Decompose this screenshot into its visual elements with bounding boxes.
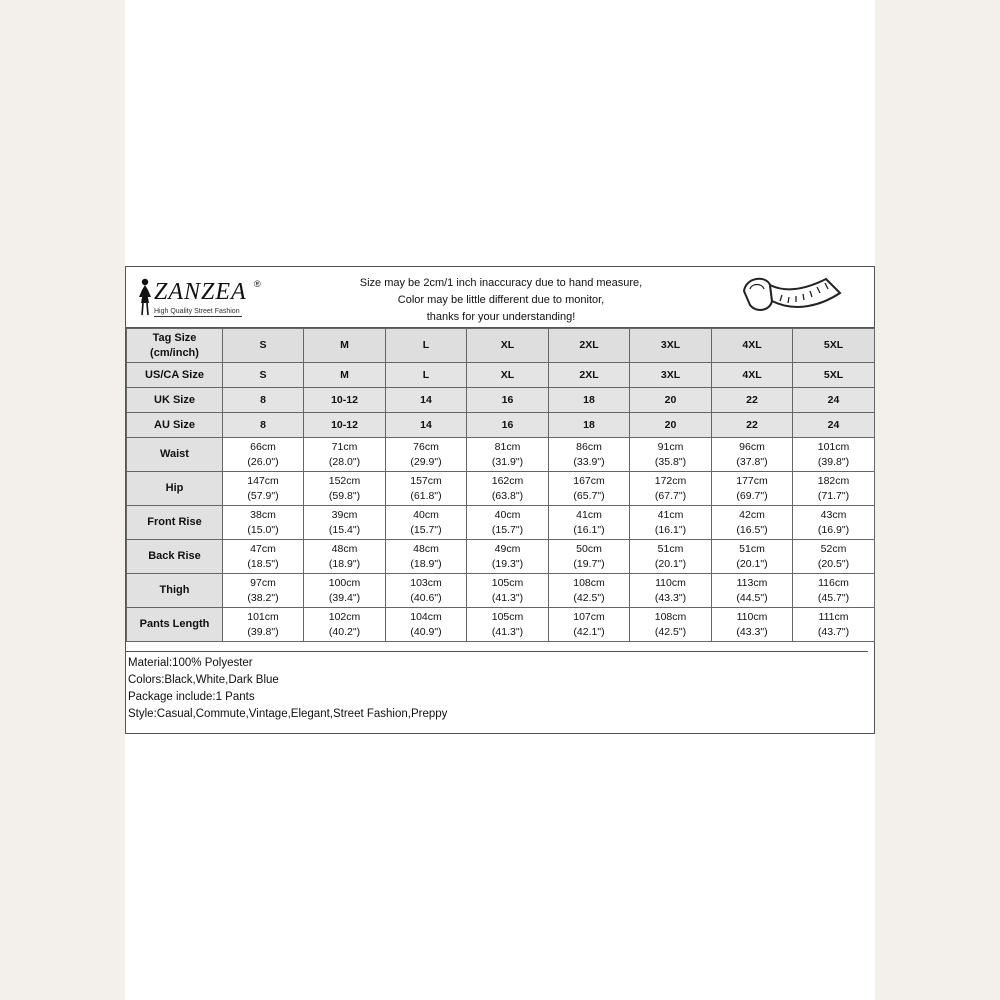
size-cell: 14 bbox=[386, 413, 467, 438]
tag-size-cell: 4XL bbox=[712, 329, 793, 363]
measurement-cell bbox=[467, 438, 549, 472]
value-inch: (43.3") bbox=[654, 591, 687, 604]
measurement-cell bbox=[630, 540, 712, 574]
value-inch: (28.0") bbox=[328, 455, 361, 468]
value-inch: (43.3") bbox=[736, 625, 768, 638]
size-table bbox=[126, 328, 875, 642]
value-cm: 107cm bbox=[573, 610, 605, 623]
value-inch: (15.4") bbox=[328, 523, 361, 536]
value-cm: 41cm bbox=[657, 508, 684, 521]
size-cell: 24 bbox=[793, 413, 875, 438]
value-inch: (31.9") bbox=[491, 455, 524, 468]
value-cm: 41cm bbox=[576, 508, 602, 521]
measurement-cell bbox=[630, 506, 712, 540]
measurement-cell bbox=[223, 472, 304, 506]
size-cell: 5XL bbox=[793, 363, 875, 388]
size-cell: 3XL bbox=[630, 363, 712, 388]
measurement-cell bbox=[304, 540, 386, 574]
value-cm: 113cm bbox=[736, 576, 768, 589]
value-inch: (42.5") bbox=[654, 625, 687, 638]
value-cm: 101cm bbox=[247, 610, 279, 623]
size-cell: 4XL bbox=[712, 363, 793, 388]
measurement-cell bbox=[223, 540, 304, 574]
value-inch: (57.9") bbox=[247, 489, 279, 502]
value-cm: 103cm bbox=[410, 576, 442, 589]
value-inch: (15.7") bbox=[410, 523, 442, 536]
tag-size-cell: L bbox=[386, 329, 467, 363]
size-cell: 8 bbox=[223, 388, 304, 413]
notice-line: Size may be 2cm/1 inch inaccuracy due to hand measure, bbox=[359, 277, 643, 289]
value-inch: (42.5") bbox=[573, 591, 605, 604]
value-inch: (40.9") bbox=[410, 625, 442, 638]
woman-silhouette-icon bbox=[134, 277, 156, 317]
measurement-cell bbox=[467, 608, 549, 642]
value-cm: 101cm bbox=[817, 440, 850, 453]
measurement-cell bbox=[793, 608, 875, 642]
value-cm: 81cm bbox=[494, 440, 521, 453]
size-cell: 2XL bbox=[549, 363, 630, 388]
value-cm: 50cm bbox=[576, 542, 602, 555]
size-cell: 10-12 bbox=[304, 388, 386, 413]
measurement-notice bbox=[296, 275, 706, 326]
value-inch: (39.8") bbox=[817, 455, 850, 468]
measurement-row bbox=[127, 540, 875, 574]
size-system-row bbox=[127, 388, 875, 413]
value-cm: 102cm bbox=[328, 610, 361, 623]
measurement-cell bbox=[793, 574, 875, 608]
measurement-cell bbox=[223, 608, 304, 642]
value-inch: (69.7") bbox=[736, 489, 768, 502]
value-cm: 47cm bbox=[250, 542, 276, 555]
notice-line: Color may be little different due to monitor, bbox=[397, 294, 605, 306]
value-cm: 40cm bbox=[494, 508, 521, 521]
value-inch: (65.7") bbox=[573, 489, 605, 502]
product-specs bbox=[126, 651, 868, 723]
measurement-cell bbox=[630, 472, 712, 506]
measurement-cell bbox=[793, 540, 875, 574]
chart-header bbox=[126, 267, 874, 328]
value-cm: 116cm bbox=[818, 576, 849, 589]
measurement-cell bbox=[712, 574, 793, 608]
value-inch: (19.7") bbox=[573, 557, 605, 570]
measurement-cell bbox=[467, 540, 549, 574]
measurement-cell bbox=[712, 506, 793, 540]
value-cm: 105cm bbox=[491, 610, 524, 623]
row-label: Hip bbox=[127, 472, 223, 506]
tag-size-cell: M bbox=[304, 329, 386, 363]
size-cell: 10-12 bbox=[304, 413, 386, 438]
measurement-cell bbox=[630, 608, 712, 642]
row-label: Tag Size (cm/inch) bbox=[127, 329, 223, 363]
tag-size-cell: 2XL bbox=[549, 329, 630, 363]
value-inch: (39.8") bbox=[247, 625, 279, 638]
value-inch: (38.2") bbox=[247, 591, 279, 604]
size-cell: 20 bbox=[630, 388, 712, 413]
measurement-cell bbox=[467, 506, 549, 540]
value-inch: (41.3") bbox=[491, 625, 524, 638]
brand-name: ZANZEA bbox=[154, 279, 247, 305]
value-cm: 76cm bbox=[413, 440, 439, 453]
row-label: Waist bbox=[127, 438, 223, 472]
measurement-cell bbox=[549, 438, 630, 472]
value-inch: (71.7") bbox=[817, 489, 850, 502]
value-inch: (16.1") bbox=[654, 523, 687, 536]
size-cell: 18 bbox=[549, 413, 630, 438]
measurement-cell bbox=[223, 438, 304, 472]
value-inch: (18.9") bbox=[328, 557, 361, 570]
value-cm: 96cm bbox=[739, 440, 765, 453]
value-cm: 38cm bbox=[250, 508, 276, 521]
measurement-cell bbox=[386, 506, 467, 540]
value-cm: 157cm bbox=[410, 474, 442, 487]
value-inch: (18.5") bbox=[247, 557, 279, 570]
value-inch: (45.7") bbox=[817, 591, 850, 604]
measurement-cell bbox=[223, 506, 304, 540]
product-image-page bbox=[125, 0, 875, 1000]
measurement-cell bbox=[467, 472, 549, 506]
value-inch: (16.1") bbox=[573, 523, 605, 536]
value-inch: (29.9") bbox=[410, 455, 442, 468]
size-system-row bbox=[127, 413, 875, 438]
size-cell: 22 bbox=[712, 413, 793, 438]
value-inch: (61.8") bbox=[410, 489, 442, 502]
row-label: US/CA Size bbox=[127, 363, 223, 388]
value-cm: 49cm bbox=[494, 542, 521, 555]
value-inch: (15.0") bbox=[247, 523, 279, 536]
size-cell: 24 bbox=[793, 388, 875, 413]
value-cm: 52cm bbox=[820, 542, 847, 555]
measurement-cell bbox=[386, 472, 467, 506]
measurement-cell bbox=[793, 438, 875, 472]
size-cell: 16 bbox=[467, 413, 549, 438]
row-label: Pants Length bbox=[127, 608, 223, 642]
value-inch: (19.3") bbox=[491, 557, 524, 570]
value-inch: (20.1") bbox=[654, 557, 687, 570]
measurement-cell bbox=[386, 540, 467, 574]
value-cm: 110cm bbox=[655, 576, 686, 589]
measurement-cell bbox=[793, 472, 875, 506]
value-cm: 48cm bbox=[331, 542, 358, 555]
measurement-cell bbox=[712, 608, 793, 642]
value-inch: (26.0") bbox=[247, 455, 279, 468]
measurement-cell bbox=[549, 506, 630, 540]
measurement-row bbox=[127, 438, 875, 472]
measurement-cell bbox=[304, 506, 386, 540]
measurement-cell bbox=[549, 574, 630, 608]
measurement-cell bbox=[467, 574, 549, 608]
measurement-cell bbox=[712, 438, 793, 472]
size-cell: XL bbox=[467, 363, 549, 388]
value-inch: (18.9") bbox=[410, 557, 442, 570]
value-cm: 51cm bbox=[657, 542, 684, 555]
row-label: Front Rise bbox=[127, 506, 223, 540]
value-inch: (16.5") bbox=[736, 523, 768, 536]
value-inch: (20.5") bbox=[817, 557, 850, 570]
value-cm: 48cm bbox=[413, 542, 439, 555]
value-cm: 147cm bbox=[247, 474, 279, 487]
tag-size-cell: 5XL bbox=[793, 329, 875, 363]
size-chart-sheet bbox=[125, 266, 875, 734]
tag-size-row bbox=[127, 329, 875, 363]
brand-tagline: High Quality Street Fashion bbox=[154, 308, 240, 315]
tag-size-cell: XL bbox=[467, 329, 549, 363]
measurement-cell bbox=[304, 438, 386, 472]
measurement-cell bbox=[386, 574, 467, 608]
value-inch: (39.4") bbox=[328, 591, 361, 604]
value-inch: (35.8") bbox=[654, 455, 687, 468]
value-inch: (33.9") bbox=[573, 455, 605, 468]
measurement-row bbox=[127, 506, 875, 540]
value-inch: (59.8") bbox=[328, 489, 361, 502]
measurement-cell bbox=[304, 574, 386, 608]
size-cell: 20 bbox=[630, 413, 712, 438]
value-cm: 167cm bbox=[573, 474, 605, 487]
value-inch: (40.6") bbox=[410, 591, 442, 604]
spec-package: Package include:1 Pants bbox=[128, 691, 255, 703]
row-label: AU Size bbox=[127, 413, 223, 438]
measurement-cell bbox=[630, 438, 712, 472]
value-cm: 100cm bbox=[328, 576, 361, 589]
measurement-cell bbox=[793, 506, 875, 540]
value-cm: 66cm bbox=[250, 440, 276, 453]
size-cell: 22 bbox=[712, 388, 793, 413]
value-inch: (44.5") bbox=[736, 591, 768, 604]
value-cm: 104cm bbox=[410, 610, 442, 623]
size-cell: 18 bbox=[549, 388, 630, 413]
size-cell: 14 bbox=[386, 388, 467, 413]
value-cm: 182cm bbox=[817, 474, 850, 487]
measurement-cell bbox=[549, 540, 630, 574]
value-cm: 162cm bbox=[491, 474, 524, 487]
value-cm: 40cm bbox=[413, 508, 439, 521]
value-cm: 105cm bbox=[491, 576, 524, 589]
measurement-cell bbox=[549, 608, 630, 642]
measurement-cell bbox=[304, 472, 386, 506]
measurement-cell bbox=[386, 608, 467, 642]
tape-measure-icon bbox=[736, 271, 846, 323]
value-cm: 86cm bbox=[576, 440, 602, 453]
value-cm: 42cm bbox=[739, 508, 765, 521]
value-cm: 177cm bbox=[736, 474, 768, 487]
size-cell: L bbox=[386, 363, 467, 388]
measurement-row bbox=[127, 608, 875, 642]
size-system-row bbox=[127, 363, 875, 388]
value-inch: (67.7") bbox=[654, 489, 687, 502]
spec-material: Material:100% Polyester bbox=[128, 657, 253, 669]
spec-colors: Colors:Black,White,Dark Blue bbox=[128, 674, 279, 686]
value-inch: (15.7") bbox=[491, 523, 524, 536]
measurement-cell bbox=[712, 472, 793, 506]
value-cm: 108cm bbox=[654, 610, 687, 623]
size-cell: S bbox=[223, 363, 304, 388]
value-cm: 108cm bbox=[573, 576, 605, 589]
brand-logo bbox=[132, 277, 262, 322]
row-label: UK Size bbox=[127, 388, 223, 413]
value-cm: 172cm bbox=[654, 474, 687, 487]
registered-mark: ® bbox=[254, 279, 261, 289]
value-inch: (42.1") bbox=[573, 625, 605, 638]
value-cm: 111cm bbox=[818, 610, 849, 623]
size-cell: 8 bbox=[223, 413, 304, 438]
value-cm: 39cm bbox=[331, 508, 358, 521]
measurement-row bbox=[127, 472, 875, 506]
row-label: Back Rise bbox=[127, 540, 223, 574]
value-inch: (43.7") bbox=[817, 625, 850, 638]
measurement-cell bbox=[304, 608, 386, 642]
value-inch: (40.2") bbox=[328, 625, 361, 638]
measurement-cell bbox=[630, 574, 712, 608]
value-inch: (63.8") bbox=[491, 489, 524, 502]
value-cm: 91cm bbox=[657, 440, 684, 453]
value-cm: 110cm bbox=[736, 610, 768, 623]
measurement-cell bbox=[223, 574, 304, 608]
measurement-row bbox=[127, 574, 875, 608]
value-cm: 43cm bbox=[820, 508, 847, 521]
size-cell: 16 bbox=[467, 388, 549, 413]
size-cell: M bbox=[304, 363, 386, 388]
value-inch: (16.9") bbox=[817, 523, 850, 536]
measurement-cell bbox=[549, 472, 630, 506]
notice-line: thanks for your understanding! bbox=[426, 311, 576, 323]
spec-style: Style:Casual,Commute,Vintage,Elegant,Street Fashion,Preppy bbox=[128, 708, 448, 720]
value-cm: 71cm bbox=[331, 440, 358, 453]
tag-size-cell: 3XL bbox=[630, 329, 712, 363]
measurement-cell bbox=[712, 540, 793, 574]
value-cm: 152cm bbox=[328, 474, 361, 487]
measurement-cell bbox=[386, 438, 467, 472]
tag-size-cell: S bbox=[223, 329, 304, 363]
row-label: Thigh bbox=[127, 574, 223, 608]
value-inch: (20.1") bbox=[736, 557, 768, 570]
value-inch: (37.8") bbox=[736, 455, 768, 468]
value-cm: 51cm bbox=[739, 542, 765, 555]
value-cm: 97cm bbox=[250, 576, 276, 589]
value-inch: (41.3") bbox=[491, 591, 524, 604]
